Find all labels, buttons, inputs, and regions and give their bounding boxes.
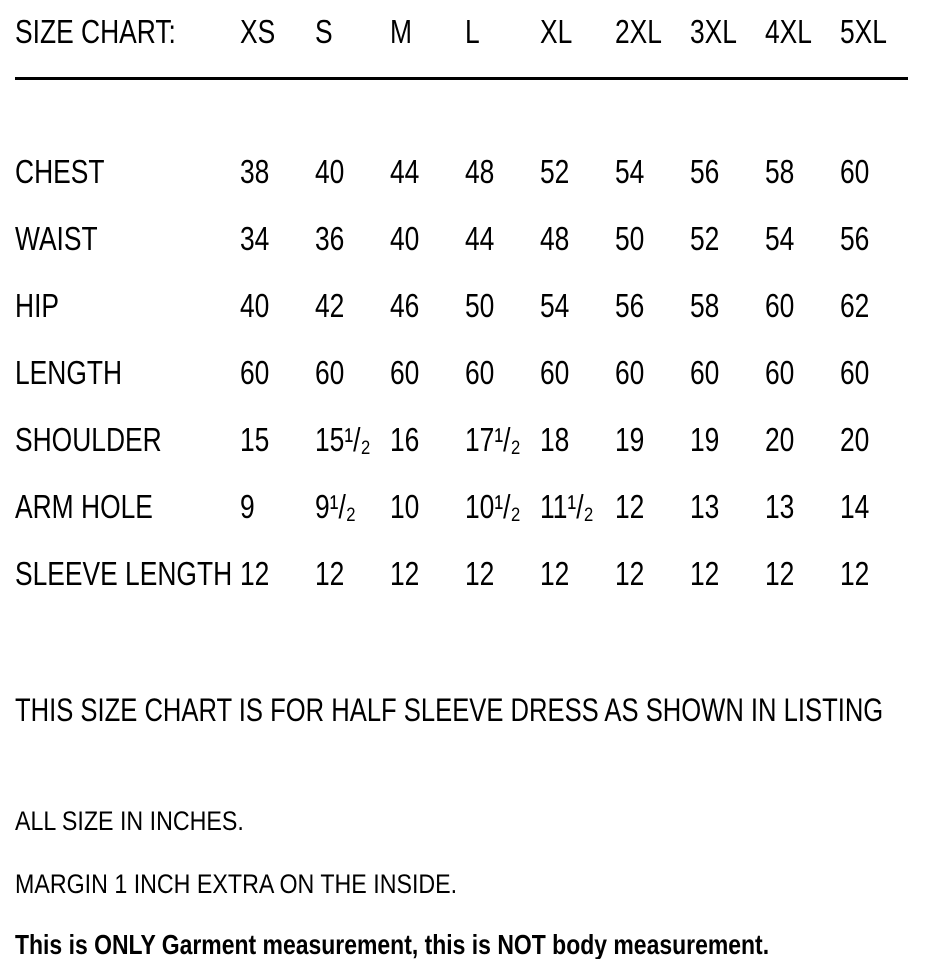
size-value-text: 10 <box>390 488 420 525</box>
size-value-text: 60 <box>840 354 870 391</box>
size-value-text: 48 <box>465 153 495 190</box>
size-value <box>615 406 690 473</box>
size-value <box>690 406 765 473</box>
size-value-text: 12 <box>240 555 270 592</box>
size-value <box>765 339 840 406</box>
size-value <box>840 540 915 607</box>
size-value-text: 44 <box>465 220 495 257</box>
size-value-text: 50 <box>465 287 495 324</box>
size-value-text: 54 <box>615 153 645 190</box>
size-value-text: 54 <box>765 220 795 257</box>
size-table-body <box>0 138 931 607</box>
row-label-text: CHEST <box>15 153 105 190</box>
column-header-2xl <box>615 10 690 54</box>
units-note <box>15 806 281 836</box>
size-value <box>765 540 840 607</box>
margin-note <box>15 869 529 899</box>
column-header-s <box>315 10 390 54</box>
size-value-text: 60 <box>240 354 270 391</box>
table-row-waist <box>0 205 931 272</box>
size-value-text: 12 <box>615 555 645 592</box>
size-value <box>465 138 540 205</box>
size-value <box>765 473 840 540</box>
size-value <box>465 339 540 406</box>
size-value <box>690 473 765 540</box>
column-header-xs-text: XS <box>240 13 276 50</box>
size-value-text: 46 <box>390 287 420 324</box>
size-value <box>540 272 615 339</box>
size-value-text: 62 <box>840 287 870 324</box>
column-header-xs <box>240 10 315 54</box>
size-value-text: 12 <box>465 555 495 592</box>
size-value-text: 52 <box>690 220 720 257</box>
size-value <box>315 339 390 406</box>
size-value <box>540 138 615 205</box>
size-value-text: 15 <box>240 421 270 458</box>
size-value <box>315 272 390 339</box>
size-value <box>690 205 765 272</box>
size-value <box>840 272 915 339</box>
size-value <box>615 205 690 272</box>
row-label <box>15 339 240 406</box>
column-header-xl <box>540 10 615 54</box>
size-value <box>840 339 915 406</box>
size-value-text: 10¹/₂ <box>465 488 521 525</box>
size-value <box>240 540 315 607</box>
size-value <box>840 138 915 205</box>
header-divider-rule <box>15 77 908 80</box>
size-value-text: 60 <box>690 354 720 391</box>
size-value <box>390 339 465 406</box>
size-value-text: 40 <box>315 153 345 190</box>
size-chart-header-row <box>0 10 931 54</box>
size-value-text: 18 <box>540 421 570 458</box>
size-value-text: 20 <box>765 421 795 458</box>
table-row-length <box>0 339 931 406</box>
size-value-text: 12 <box>690 555 720 592</box>
size-value <box>765 138 840 205</box>
size-value <box>690 339 765 406</box>
table-row-shoulder <box>0 406 931 473</box>
margin-note-text: MARGIN 1 INCH EXTRA ON THE INSIDE. <box>15 869 458 899</box>
size-value <box>840 473 915 540</box>
size-chart-title: SIZE CHART: <box>15 13 176 50</box>
size-value <box>690 272 765 339</box>
size-value <box>540 205 615 272</box>
size-value <box>465 473 540 540</box>
row-label-text: HIP <box>15 287 60 324</box>
size-value <box>240 406 315 473</box>
size-value <box>240 138 315 205</box>
size-value <box>240 473 315 540</box>
size-value <box>690 138 765 205</box>
size-value-text: 60 <box>840 153 870 190</box>
size-value <box>465 540 540 607</box>
column-header-l <box>465 10 540 54</box>
size-value-text: 44 <box>390 153 420 190</box>
row-label-text: SHOULDER <box>15 421 162 458</box>
size-value-text: 12 <box>615 488 645 525</box>
size-value <box>390 205 465 272</box>
size-value <box>390 272 465 339</box>
size-value <box>765 406 840 473</box>
column-header-4xl <box>765 10 840 54</box>
listing-note-text: THIS SIZE CHART IS FOR HALF SLEEVE DRESS AS SHOWN IN LISTING <box>15 692 884 728</box>
size-value <box>240 272 315 339</box>
column-header-2xl-text: 2XL <box>615 13 662 50</box>
size-value-text: 12 <box>540 555 570 592</box>
size-value-text: 34 <box>240 220 270 257</box>
size-value-text: 20 <box>840 421 870 458</box>
column-header-3xl-text: 3XL <box>690 13 737 50</box>
size-value-text: 40 <box>240 287 270 324</box>
size-value-text: 60 <box>615 354 645 391</box>
size-value <box>390 473 465 540</box>
size-value-text: 60 <box>765 287 795 324</box>
column-header-5xl <box>840 10 915 54</box>
size-value <box>315 205 390 272</box>
size-value <box>615 339 690 406</box>
size-value <box>465 205 540 272</box>
size-value <box>615 138 690 205</box>
table-row-sleeve-length <box>0 540 931 607</box>
size-value <box>765 272 840 339</box>
row-label-text: SLEEVE LENGTH <box>15 555 233 592</box>
size-value-text: 19 <box>615 421 645 458</box>
table-row-hip <box>0 272 931 339</box>
size-value <box>540 540 615 607</box>
size-value-text: 13 <box>690 488 720 525</box>
size-value-text: 60 <box>465 354 495 391</box>
column-header-l-text: L <box>465 13 480 50</box>
size-value <box>840 406 915 473</box>
size-value <box>240 339 315 406</box>
size-value <box>615 473 690 540</box>
size-value-text: 60 <box>390 354 420 391</box>
size-value-text: 13 <box>765 488 795 525</box>
size-value-text: 12 <box>390 555 420 592</box>
size-value-text: 36 <box>315 220 345 257</box>
size-value-text: 50 <box>615 220 645 257</box>
size-value-text: 56 <box>615 287 645 324</box>
size-value-text: 15¹/₂ <box>315 421 371 458</box>
listing-note <box>15 692 931 728</box>
column-header-xl-text: XL <box>540 13 573 50</box>
column-header-3xl <box>690 10 765 54</box>
size-value-text: 38 <box>240 153 270 190</box>
row-label <box>15 406 240 473</box>
size-value-text: 19 <box>690 421 720 458</box>
column-header-4xl-text: 4XL <box>765 13 812 50</box>
size-value <box>540 406 615 473</box>
size-value <box>465 406 540 473</box>
row-label-text: ARM HOLE <box>15 488 153 525</box>
size-value-text: 42 <box>315 287 345 324</box>
row-label <box>15 272 240 339</box>
size-value <box>840 205 915 272</box>
size-value <box>540 339 615 406</box>
size-value-text: 60 <box>765 354 795 391</box>
units-note-text: ALL SIZE IN INCHES. <box>15 806 244 836</box>
column-header-m <box>390 10 465 54</box>
size-value <box>765 205 840 272</box>
size-value <box>540 473 615 540</box>
size-value <box>315 473 390 540</box>
size-chart-title-cell <box>15 10 240 54</box>
size-value-text: 60 <box>540 354 570 391</box>
size-value-text: 54 <box>540 287 570 324</box>
size-value-text: 58 <box>765 153 795 190</box>
size-value <box>390 540 465 607</box>
row-label <box>15 138 240 205</box>
size-value <box>315 406 390 473</box>
size-value <box>690 540 765 607</box>
row-label <box>15 473 240 540</box>
table-row-chest <box>0 138 931 205</box>
size-value-text: 12 <box>315 555 345 592</box>
row-label-text: LENGTH <box>15 354 123 391</box>
size-value <box>315 138 390 205</box>
measurement-note <box>15 930 931 959</box>
size-value-text: 40 <box>390 220 420 257</box>
size-value-text: 9 <box>240 488 255 525</box>
measurement-note-text: This is ONLY Garment measurement, this is NOT body measurement. <box>15 929 770 959</box>
size-value-text: 12 <box>765 555 795 592</box>
size-value-text: 16 <box>390 421 420 458</box>
size-value <box>465 272 540 339</box>
size-value <box>315 540 390 607</box>
size-value-text: 48 <box>540 220 570 257</box>
column-header-m-text: M <box>390 13 412 50</box>
row-label-text: WAIST <box>15 220 98 257</box>
size-value <box>390 138 465 205</box>
row-label <box>15 540 240 607</box>
row-label <box>15 205 240 272</box>
size-value-text: 17¹/₂ <box>465 421 521 458</box>
size-value-text: 14 <box>840 488 870 525</box>
column-header-s-text: S <box>315 13 333 50</box>
size-value-text: 52 <box>540 153 570 190</box>
size-value-text: 60 <box>315 354 345 391</box>
size-value <box>615 540 690 607</box>
size-value-text: 56 <box>840 220 870 257</box>
size-value-text: 9¹/₂ <box>315 488 357 525</box>
size-value-text: 12 <box>840 555 870 592</box>
size-value-text: 58 <box>690 287 720 324</box>
size-value-text: 56 <box>690 153 720 190</box>
size-value <box>240 205 315 272</box>
size-value <box>615 272 690 339</box>
size-value <box>390 406 465 473</box>
column-header-5xl-text: 5XL <box>840 13 887 50</box>
size-value-text: 11¹/₂ <box>540 488 594 525</box>
table-row-arm-hole <box>0 473 931 540</box>
